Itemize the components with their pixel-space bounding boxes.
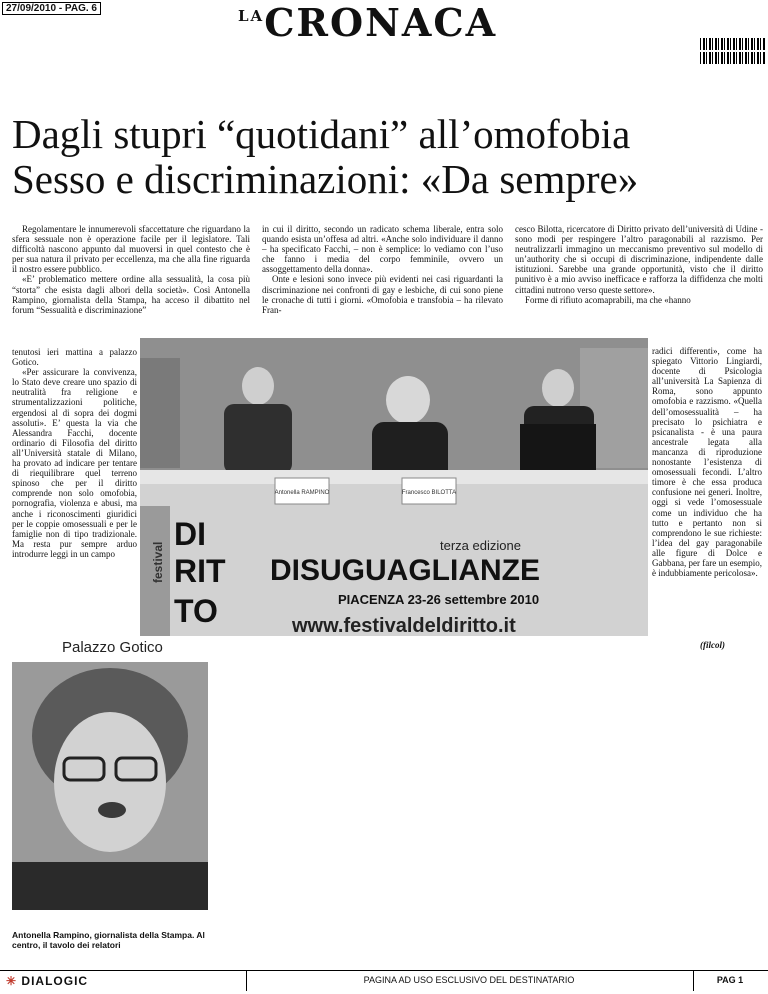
- banner-url: www.festivaldeldiritto.it: [292, 615, 516, 636]
- paragraph: in cui il diritto, secondo un radicato schema liberale, entra solo quando esista un’offesa ad altri. «Anche solo individuare il danno – ha specificato Facchi, – non è semplice: lo vediamo con l’uso che fanno i media del corpo femminile, ovvero un assoggettamento della donna».: [262, 224, 503, 275]
- dialogic-logo: [6, 974, 88, 988]
- masthead-prefix: LA: [238, 7, 265, 25]
- speaker-body: [224, 404, 292, 474]
- table-top: [140, 470, 648, 484]
- wall-panel: [140, 358, 180, 468]
- speaker-head: [242, 367, 274, 405]
- speaker-head: [386, 376, 430, 424]
- section-label: Palazzo Gotico: [62, 639, 163, 656]
- name-card-text: Francesco BILOTTA: [401, 490, 457, 496]
- name-card-text: Antonella RAMPINO: [274, 490, 330, 496]
- paragraph: Regolamentare le innumerevoli sfaccettature che riguardano la sfera sessuale non è operazione facile per il legislatore. Tali difficoltà nascono appunto dal muoversi in quel contesto che è per sua natura il privato per eccellenza, ma che alla fine riguarda il nostro essere pubblico.: [12, 224, 250, 275]
- clothing: [12, 862, 208, 910]
- headline-line-2: Sesso e discriminazioni: «Da sempre»: [12, 156, 639, 202]
- conference-photo: [140, 338, 648, 636]
- logo-mark-icon: ✳: [6, 974, 18, 988]
- footer-notice: PAGINA AD USO ESCLUSIVO DEL DESTINATARIO: [363, 975, 575, 985]
- speaker-head: [542, 369, 574, 407]
- banner-brand: TO: [174, 593, 218, 629]
- logo-text: DIALOGIC: [21, 974, 89, 988]
- portrait-photo: [12, 662, 208, 910]
- dateline: 27/09/2010 - PAG. 6: [2, 2, 101, 15]
- mouth: [98, 802, 126, 818]
- page-number: PAG 1: [716, 975, 744, 985]
- conference-scene: [140, 338, 648, 636]
- article-column-2: [262, 224, 503, 315]
- banner-edition: terza edizione: [440, 538, 521, 553]
- banner-festival: festival: [151, 541, 165, 583]
- portrait-scene: [12, 662, 208, 910]
- article-column-1-narrow: [12, 347, 137, 559]
- author-signature: (filcol): [700, 640, 725, 650]
- paragraph: «Per assicurare la convivenza, lo Stato deve creare uno spazio di neutralità fra religione e strumentalizzazioni politiche, ergendosi al di sopra dei dogmi assoluti». E’ questa la via che Alessandra Facchi, docente ordinario di Filosofia del diritto all’Università statale di Milano, ha provato ad indicare per tentare di riequilibrare quel terreno spinoso che per il diritto comprende non solo omofobia, pornografia, violenza e abusi, ma anche i riconoscimenti giuridici per le coppie omosessuali e per le famiglie non di tipo tradizionale. Ma resta pur sempre arduo introdurre leggi in un campo: [12, 367, 137, 559]
- article-column-3: [515, 224, 763, 305]
- paragraph: cesco Bilotta, ricercatore di Diritto privato dell’università di Udine - sono modi per respingere l’altro paragonabili al razzismo. Per neutralizzarli immagino un meccanismo preventivo sul modello di un’authority che si occupi di discriminazione, indipendente dalle istituzioni. Sarebbe una grande opportunità, visto che il diritto punitivo è a mio avviso inefficace e rafforza la diffidenza che molti cittadini nutrono verso queste settore».: [515, 224, 763, 295]
- banner-title: DISUGUAGLIANZE: [270, 554, 540, 587]
- paragraph: «E’ problematico mettere ordine alla sessualità, la cosa più “storta” che esista dagli albori della società». Così Antonella Rampino, giornalista della Stampa, ha acceso il dibattito nel forum “Sessualità e discriminazione”: [12, 274, 250, 315]
- barcode: [700, 38, 766, 64]
- paragraph: tenutosi ieri mattina a palazzo Gotico.: [12, 347, 137, 368]
- barcode-row: [700, 38, 766, 50]
- paragraph: radici differenti», come ha spiegato Vittorio Lingiardi, docente di Psicologia all’università La Sapienza di Roma, sono appunto omofobia e razzismo. «Quella dell’omosessualità – ha precisato lo psichiatra e psicanalista - è una paura ancestrale legata alla mancanza di riproduzione nonostante l’esistenza di omosessuali fecondi. L’altro timore è che essa produca confusione nei generi. Inoltre, oggi si vede l’omosessuale come un individuo che ha tutto e pertanto non si comprendono le sue richieste: l’idea del gay paragonabile alle figure di Dolce e Gabbana, per fare un esempio, è indubbiamente pericolosa».: [652, 346, 762, 579]
- laptop: [520, 424, 596, 478]
- barcode-row: [700, 52, 766, 64]
- article-column-3-narrow: [652, 346, 762, 578]
- masthead: [238, 2, 497, 44]
- masthead-name: CRONACA: [264, 0, 498, 45]
- photo-caption: Antonella Rampino, giornalista della Stampa. Al centro, il tavolo dei relatori: [12, 930, 205, 950]
- face: [54, 712, 166, 852]
- banner-brand: RIT: [174, 553, 226, 589]
- paragraph: Onte e lesioni sono invece più evidenti nei casi riguardanti la discriminazione nei confronti di gay e lesbiche, di cui sono piene le cronache di tutti i giorni. «Omofobia e transfobia – ha rilevato Fran-: [262, 274, 503, 315]
- banner-brand: DI: [174, 516, 206, 552]
- article-column-1: [12, 224, 250, 315]
- paragraph: Forme di rifiuto acomaprabili, ma che «hanno: [525, 294, 691, 305]
- banner-dates: PIACENZA 23-26 settembre 2010: [338, 592, 540, 607]
- headline-line-1: Dagli stupri “quotidani” all’omofobia: [12, 111, 631, 157]
- headline: [12, 112, 762, 202]
